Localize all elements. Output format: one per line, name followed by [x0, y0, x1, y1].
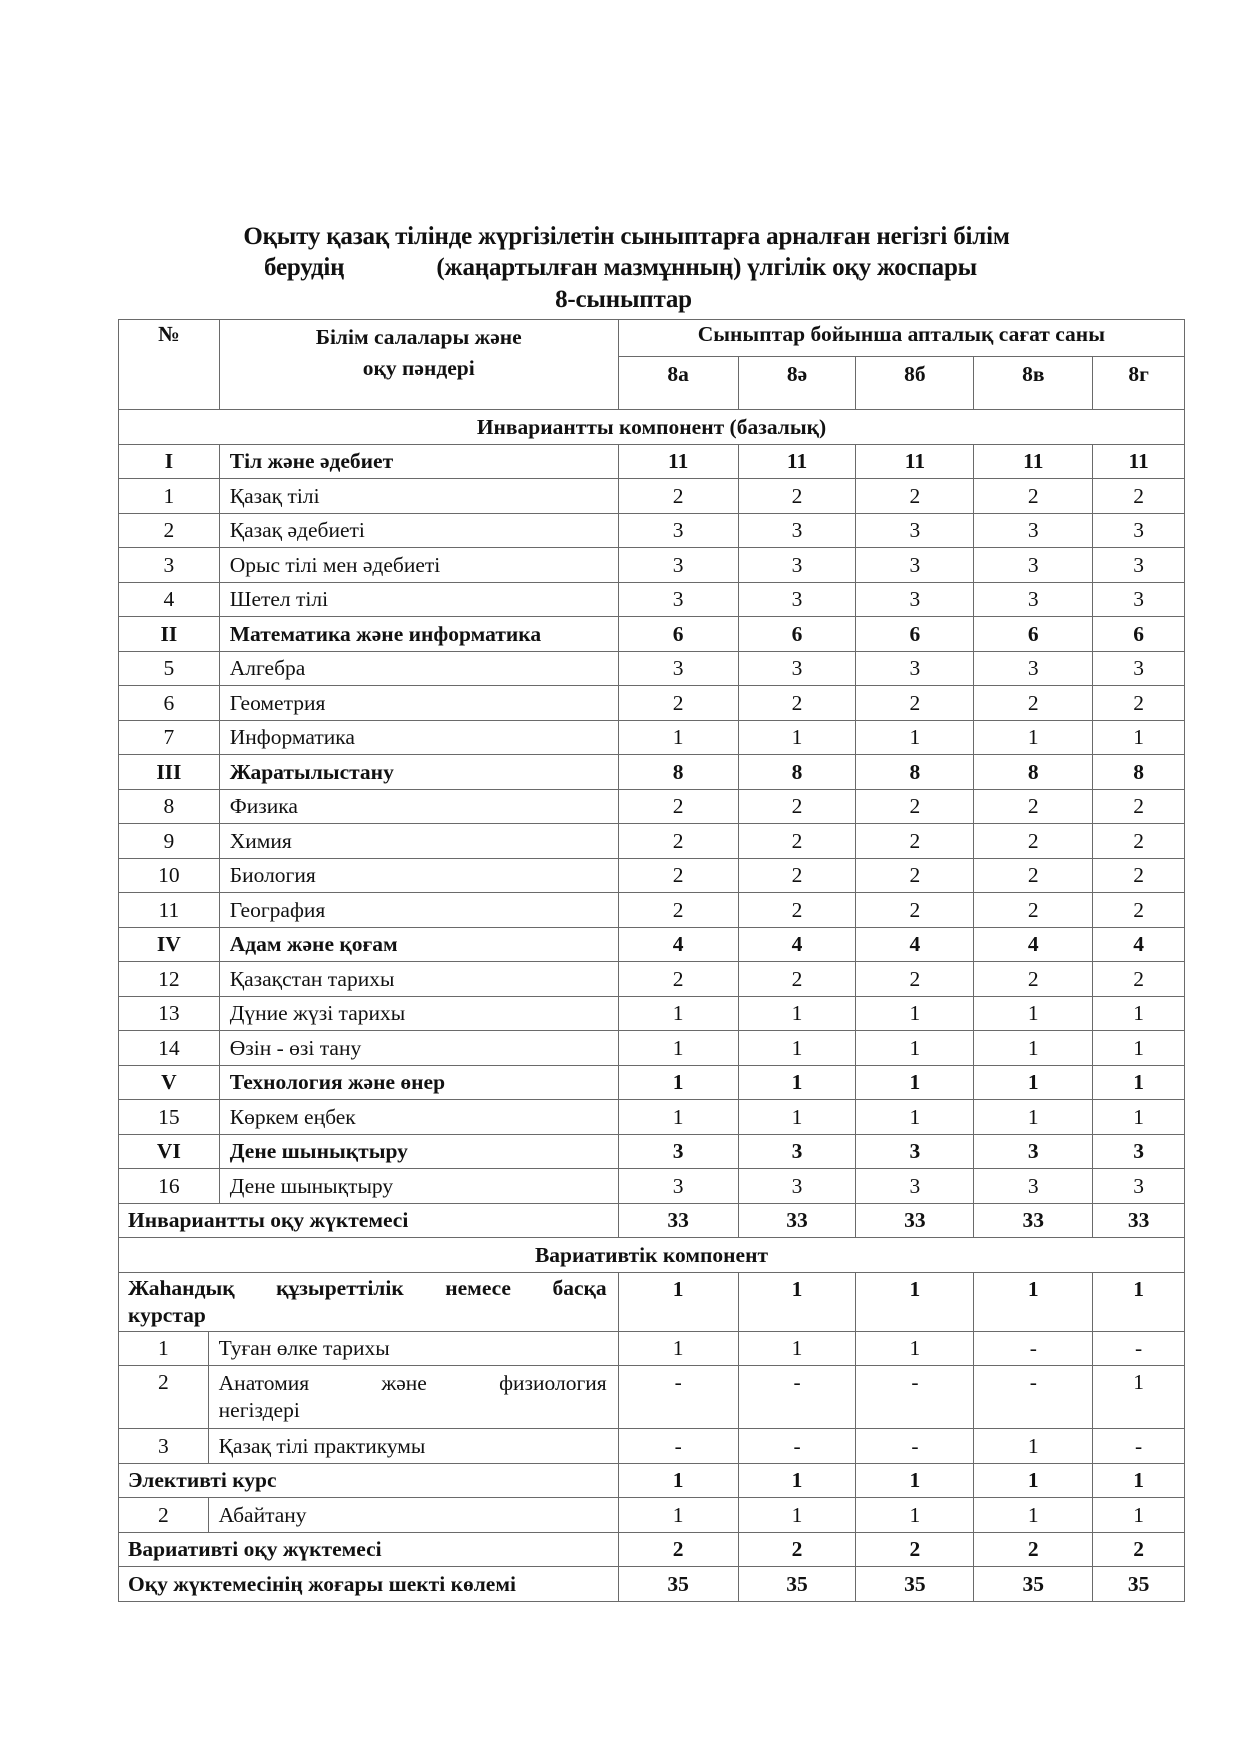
hours-cell: -: [1093, 1429, 1185, 1464]
row-number: 4: [119, 582, 220, 617]
hours-cell: 1: [974, 996, 1093, 1031]
hours-cell: 1: [856, 720, 974, 755]
row-number: IV: [119, 927, 220, 962]
hours-cell: -: [856, 1366, 974, 1429]
row-subject-name: Химия: [219, 824, 618, 859]
hours-cell: 33: [1093, 1203, 1185, 1238]
hours-cell: 1: [974, 1100, 1093, 1135]
hours-cell: 2: [974, 479, 1093, 514]
hours-cell: 2: [618, 962, 738, 997]
subject-row: [119, 686, 1185, 721]
row-number: 14: [119, 1031, 220, 1066]
name-word: Туған өлке тарихы: [218, 1336, 390, 1361]
hours-cell: 3: [974, 513, 1093, 548]
hours-cell: 1: [856, 1331, 974, 1366]
hours-cell: 2: [974, 962, 1093, 997]
hours-cell: 6: [738, 617, 856, 652]
header-subject-line-1: Білім салалары және: [315, 325, 522, 349]
hours-cell: 1: [856, 1272, 974, 1331]
domain-row: [119, 1134, 1185, 1169]
hours-cell: 1: [1093, 1463, 1185, 1498]
row-subject-name: Технология және өнер: [219, 1065, 618, 1100]
header-class-8ae: 8ә: [738, 357, 856, 410]
hours-cell: 2: [1093, 962, 1185, 997]
hours-cell: 1: [1093, 996, 1185, 1031]
hours-cell: 2: [1093, 858, 1185, 893]
hours-cell: 4: [618, 927, 738, 962]
document-title-line-1: Оқыту қазақ тілінде жүргізілетін сыныптарға арналған негізгі білім: [243, 223, 1010, 250]
hours-cell: -: [974, 1331, 1093, 1366]
row-number: 10: [119, 858, 220, 893]
hours-cell: 1: [974, 1498, 1093, 1533]
hours-cell: 1: [974, 1429, 1093, 1464]
hours-cell: 2: [974, 824, 1093, 859]
document-subtitle-grade: 8-сыныптар: [555, 286, 692, 313]
row-subject-name: Орыс тілі мен әдебиеті: [219, 548, 618, 583]
subject-row: [119, 858, 1185, 893]
section-title-variative: Вариативтік компонент: [119, 1238, 1185, 1273]
subject-row: [119, 582, 1185, 617]
hours-cell: 1: [974, 1463, 1093, 1498]
header-class-8b: 8б: [856, 357, 974, 410]
row-subject-name: Өзін - өзі тану: [219, 1031, 618, 1066]
hours-cell: 6: [618, 617, 738, 652]
hours-cell: 6: [974, 617, 1093, 652]
subject-row: [119, 548, 1185, 583]
hours-cell: 2: [856, 686, 974, 721]
row-subject-name: Дүние жүзі тарихы: [219, 996, 618, 1031]
hours-cell: 35: [1093, 1567, 1185, 1602]
hours-cell: 1: [738, 1463, 856, 1498]
elective-subject-row: [119, 1498, 1185, 1533]
subject-row: [119, 651, 1185, 686]
hours-cell: 4: [738, 927, 856, 962]
subject-row: [119, 996, 1185, 1031]
hours-cell: 3: [856, 513, 974, 548]
subject-row: [119, 513, 1185, 548]
row-subject-name: Дене шынықтыру: [219, 1134, 618, 1169]
hours-cell: 1: [618, 1331, 738, 1366]
hours-cell: 3: [856, 582, 974, 617]
course-name-line-1: [219, 1370, 607, 1397]
hours-cell: 1: [856, 1100, 974, 1135]
row-number: III: [119, 755, 220, 790]
row-number: II: [119, 617, 220, 652]
domain-row: [119, 755, 1185, 790]
row-number: 2: [119, 1498, 209, 1533]
row-subject-name: Математика және информатика: [219, 617, 618, 652]
row-subject-name: Қазақ тілі: [219, 479, 618, 514]
hours-cell: 2: [618, 824, 738, 859]
hours-cell: 2: [856, 893, 974, 928]
hours-cell: 1: [856, 1065, 974, 1100]
hours-cell: 33: [738, 1203, 856, 1238]
hours-cell: 2: [1093, 686, 1185, 721]
hours-cell: 2: [738, 686, 856, 721]
hours-cell: 1: [738, 1331, 856, 1366]
domain-row: [119, 617, 1185, 652]
hours-cell: 4: [1093, 927, 1185, 962]
row-subject-name: Биология: [219, 858, 618, 893]
row-subject-name: Абайтану: [208, 1498, 618, 1533]
domain-row: [119, 927, 1185, 962]
row-number: 12: [119, 962, 220, 997]
hours-cell: -: [618, 1366, 738, 1429]
row-number: 16: [119, 1169, 220, 1204]
hours-cell: 1: [974, 1031, 1093, 1066]
hours-cell: 1: [738, 1498, 856, 1533]
hours-cell: 1: [856, 1498, 974, 1533]
row-number: VI: [119, 1134, 220, 1169]
hours-cell: 35: [856, 1567, 974, 1602]
hours-cell: 2: [856, 1532, 974, 1567]
hours-cell: 1: [1093, 1100, 1185, 1135]
variative-total-label: Вариативті оқу жүктемесі: [119, 1532, 619, 1567]
hours-cell: 2: [856, 962, 974, 997]
hours-cell: 1: [738, 1272, 856, 1331]
global-competence-label: [119, 1272, 619, 1331]
row-number: 9: [119, 824, 220, 859]
hours-cell: 8: [738, 755, 856, 790]
hours-cell: 3: [1093, 1134, 1185, 1169]
hours-cell: 11: [974, 444, 1093, 479]
curriculum-table-body: [119, 320, 1185, 1602]
subject-row: [119, 893, 1185, 928]
hours-cell: 1: [738, 1065, 856, 1100]
label-word: құзыреттілік: [276, 1275, 404, 1300]
row-subject-name: Адам және қоғам: [219, 927, 618, 962]
hours-cell: 1: [618, 1272, 738, 1331]
label-word: немесе: [445, 1275, 511, 1300]
course-name-line-1: [219, 1336, 607, 1360]
hours-cell: 11: [856, 444, 974, 479]
hours-cell: 3: [618, 582, 738, 617]
hours-cell: 2: [856, 824, 974, 859]
hours-cell: 3: [738, 513, 856, 548]
hours-cell: 2: [738, 824, 856, 859]
hours-cell: -: [618, 1429, 738, 1464]
section-row-invariant: [119, 410, 1185, 445]
hours-cell: -: [856, 1429, 974, 1464]
hours-cell: -: [1093, 1331, 1185, 1366]
hours-cell: 3: [1093, 651, 1185, 686]
hours-cell: 2: [974, 789, 1093, 824]
row-subject-name: Тіл және әдебиет: [219, 444, 618, 479]
hours-cell: 3: [618, 1134, 738, 1169]
hours-cell: 35: [738, 1567, 856, 1602]
row-number: V: [119, 1065, 220, 1100]
hours-cell: 3: [738, 1134, 856, 1169]
max-load-label: Оқу жүктемесінің жоғары шекті көлемі: [119, 1567, 619, 1602]
hours-cell: 3: [618, 548, 738, 583]
domain-row: [119, 1065, 1185, 1100]
row-number: 2: [119, 1366, 209, 1429]
hours-cell: -: [738, 1429, 856, 1464]
hours-cell: 3: [974, 1169, 1093, 1204]
hours-cell: 2: [1093, 824, 1185, 859]
hours-cell: 33: [618, 1203, 738, 1238]
hours-cell: 1: [856, 1031, 974, 1066]
hours-cell: 1: [856, 1463, 974, 1498]
hours-cell: 3: [618, 513, 738, 548]
subject-row: [119, 824, 1185, 859]
hours-cell: 8: [856, 755, 974, 790]
global-competence-label-line-2: курстар: [128, 1302, 206, 1327]
hours-cell: 3: [1093, 548, 1185, 583]
hours-cell: 2: [618, 686, 738, 721]
hours-cell: 2: [738, 789, 856, 824]
hours-cell: 1: [738, 996, 856, 1031]
row-number: 8: [119, 789, 220, 824]
hours-cell: 2: [738, 858, 856, 893]
row-number: 1: [119, 1331, 209, 1366]
row-number: I: [119, 444, 220, 479]
hours-cell: 6: [1093, 617, 1185, 652]
title-word-berudin: берудің: [264, 254, 345, 281]
global-competence-label-line-1: [128, 1275, 607, 1302]
hours-cell: 1: [974, 1272, 1093, 1331]
row-subject-name: Информатика: [219, 720, 618, 755]
hours-cell: 35: [618, 1567, 738, 1602]
header-class-8a: 8а: [618, 357, 738, 410]
hours-cell: 8: [618, 755, 738, 790]
elective-label: Элективті курс: [119, 1463, 619, 1498]
hours-cell: 2: [856, 789, 974, 824]
variative-course-row: [119, 1429, 1185, 1464]
variative-total-row: [119, 1532, 1185, 1567]
hours-cell: 33: [974, 1203, 1093, 1238]
hours-cell: 1: [738, 1031, 856, 1066]
hours-cell: 1: [856, 996, 974, 1031]
header-number: №: [119, 320, 220, 410]
row-subject-name: [208, 1331, 618, 1366]
subject-row: [119, 789, 1185, 824]
row-number: 5: [119, 651, 220, 686]
row-number: 1: [119, 479, 220, 514]
row-subject-name: Қазақстан тарихы: [219, 962, 618, 997]
row-number: 3: [119, 1429, 209, 1464]
document-title-line-2: [0, 252, 1241, 283]
label-word: Жаһандық: [128, 1275, 235, 1300]
variative-course-row: [119, 1366, 1185, 1429]
hours-cell: 4: [856, 927, 974, 962]
hours-cell: 3: [1093, 1169, 1185, 1204]
hours-cell: 3: [738, 1169, 856, 1204]
course-name-line-2: негіздері: [218, 1398, 300, 1422]
hours-cell: 2: [618, 1532, 738, 1567]
name-word: Қазақ тілі практикумы: [218, 1433, 426, 1458]
row-number: 15: [119, 1100, 220, 1135]
row-number: 11: [119, 893, 220, 928]
hours-cell: 3: [618, 1169, 738, 1204]
hours-cell: 2: [618, 893, 738, 928]
row-subject-name: [208, 1429, 618, 1464]
title-phrase: (жаңартылған мазмұнның) үлгілік оқу жоспары: [436, 254, 977, 281]
hours-cell: 11: [738, 444, 856, 479]
row-subject-name: Геометрия: [219, 686, 618, 721]
hours-cell: 1: [974, 720, 1093, 755]
label-word: басқа: [552, 1275, 607, 1300]
max-load-row: [119, 1567, 1185, 1602]
hours-cell: 2: [738, 893, 856, 928]
hours-cell: 2: [974, 1532, 1093, 1567]
hours-cell: 3: [738, 548, 856, 583]
invariant-total-label: Инвариантты оқу жүктемесі: [119, 1203, 619, 1238]
name-word: физиология: [499, 1371, 607, 1395]
hours-cell: 4: [974, 927, 1093, 962]
hours-cell: 3: [738, 651, 856, 686]
hours-cell: 8: [974, 755, 1093, 790]
section-title-invariant: Инвариантты компонент (базалық): [119, 410, 1185, 445]
domain-row: [119, 444, 1185, 479]
elective-course-row: [119, 1463, 1185, 1498]
hours-cell: 2: [1093, 1532, 1185, 1567]
hours-cell: 1: [1093, 1366, 1185, 1429]
hours-cell: 2: [618, 858, 738, 893]
hours-cell: 2: [618, 789, 738, 824]
hours-cell: 1: [974, 1065, 1093, 1100]
curriculum-table: [118, 319, 1185, 1602]
header-subject: [219, 320, 618, 410]
hours-cell: 3: [856, 1134, 974, 1169]
hours-cell: 2: [974, 893, 1093, 928]
hours-cell: 3: [974, 548, 1093, 583]
hours-cell: 1: [618, 1065, 738, 1100]
hours-cell: 3: [856, 651, 974, 686]
row-number: 2: [119, 513, 220, 548]
hours-cell: 3: [856, 548, 974, 583]
row-subject-name: [208, 1366, 618, 1429]
header-weekly-hours: Сыныптар бойынша апталық сағат саны: [618, 320, 1184, 357]
header-subject-line-2: оқу пәндері: [362, 356, 475, 380]
hours-cell: 11: [618, 444, 738, 479]
hours-cell: 1: [1093, 1498, 1185, 1533]
hours-cell: -: [974, 1366, 1093, 1429]
subject-row: [119, 479, 1185, 514]
row-number: 7: [119, 720, 220, 755]
hours-cell: 2: [738, 479, 856, 514]
hours-cell: 2: [618, 479, 738, 514]
hours-cell: 1: [618, 1100, 738, 1135]
subject-row: [119, 1100, 1185, 1135]
hours-cell: 1: [1093, 720, 1185, 755]
section-row-variative: [119, 1238, 1185, 1273]
hours-cell: 1: [618, 1031, 738, 1066]
hours-cell: 1: [738, 1100, 856, 1135]
global-competence-row: [119, 1272, 1185, 1331]
hours-cell: 2: [974, 858, 1093, 893]
hours-cell: 1: [738, 720, 856, 755]
name-word: және: [381, 1371, 427, 1395]
hours-cell: 2: [856, 479, 974, 514]
row-subject-name: Дене шынықтыру: [219, 1169, 618, 1204]
row-subject-name: Физика: [219, 789, 618, 824]
hours-cell: 2: [974, 686, 1093, 721]
hours-cell: 1: [1093, 1065, 1185, 1100]
hours-cell: 3: [974, 651, 1093, 686]
hours-cell: 8: [1093, 755, 1185, 790]
hours-cell: 1: [618, 720, 738, 755]
row-number: 6: [119, 686, 220, 721]
hours-cell: 2: [738, 1532, 856, 1567]
hours-cell: 3: [1093, 582, 1185, 617]
row-subject-name: Жаратылыстану: [219, 755, 618, 790]
row-subject-name: Қазақ әдебиеті: [219, 513, 618, 548]
row-subject-name: Алгебра: [219, 651, 618, 686]
hours-cell: 3: [974, 582, 1093, 617]
hours-cell: 2: [1093, 789, 1185, 824]
subject-row: [119, 962, 1185, 997]
hours-cell: 2: [856, 858, 974, 893]
row-subject-name: Көркем еңбек: [219, 1100, 618, 1135]
hours-cell: 1: [618, 996, 738, 1031]
hours-cell: 2: [738, 962, 856, 997]
hours-cell: 1: [1093, 1031, 1185, 1066]
hours-cell: 3: [738, 582, 856, 617]
hours-cell: 3: [974, 1134, 1093, 1169]
hours-cell: 35: [974, 1567, 1093, 1602]
row-number: 3: [119, 548, 220, 583]
hours-cell: 3: [856, 1169, 974, 1204]
course-name-line-1: [219, 1434, 607, 1458]
hours-cell: 11: [1093, 444, 1185, 479]
hours-cell: 3: [618, 651, 738, 686]
hours-cell: 2: [1093, 893, 1185, 928]
row-subject-name: Шетел тілі: [219, 582, 618, 617]
hours-cell: 3: [1093, 513, 1185, 548]
invariant-total-row: [119, 1203, 1185, 1238]
hours-cell: 33: [856, 1203, 974, 1238]
hours-cell: 6: [856, 617, 974, 652]
header-class-8g: 8г: [1093, 357, 1185, 410]
subject-row: [119, 1169, 1185, 1204]
row-subject-name: География: [219, 893, 618, 928]
subject-row: [119, 720, 1185, 755]
header-class-8v: 8в: [974, 357, 1093, 410]
name-word: Анатомия: [218, 1371, 310, 1395]
hours-cell: 1: [618, 1463, 738, 1498]
hours-cell: -: [738, 1366, 856, 1429]
header-row-1: [119, 320, 1185, 357]
variative-course-row: [119, 1331, 1185, 1366]
row-number: 13: [119, 996, 220, 1031]
subject-row: [119, 1031, 1185, 1066]
hours-cell: 2: [1093, 479, 1185, 514]
hours-cell: 1: [618, 1498, 738, 1533]
hours-cell: 1: [1093, 1272, 1185, 1331]
